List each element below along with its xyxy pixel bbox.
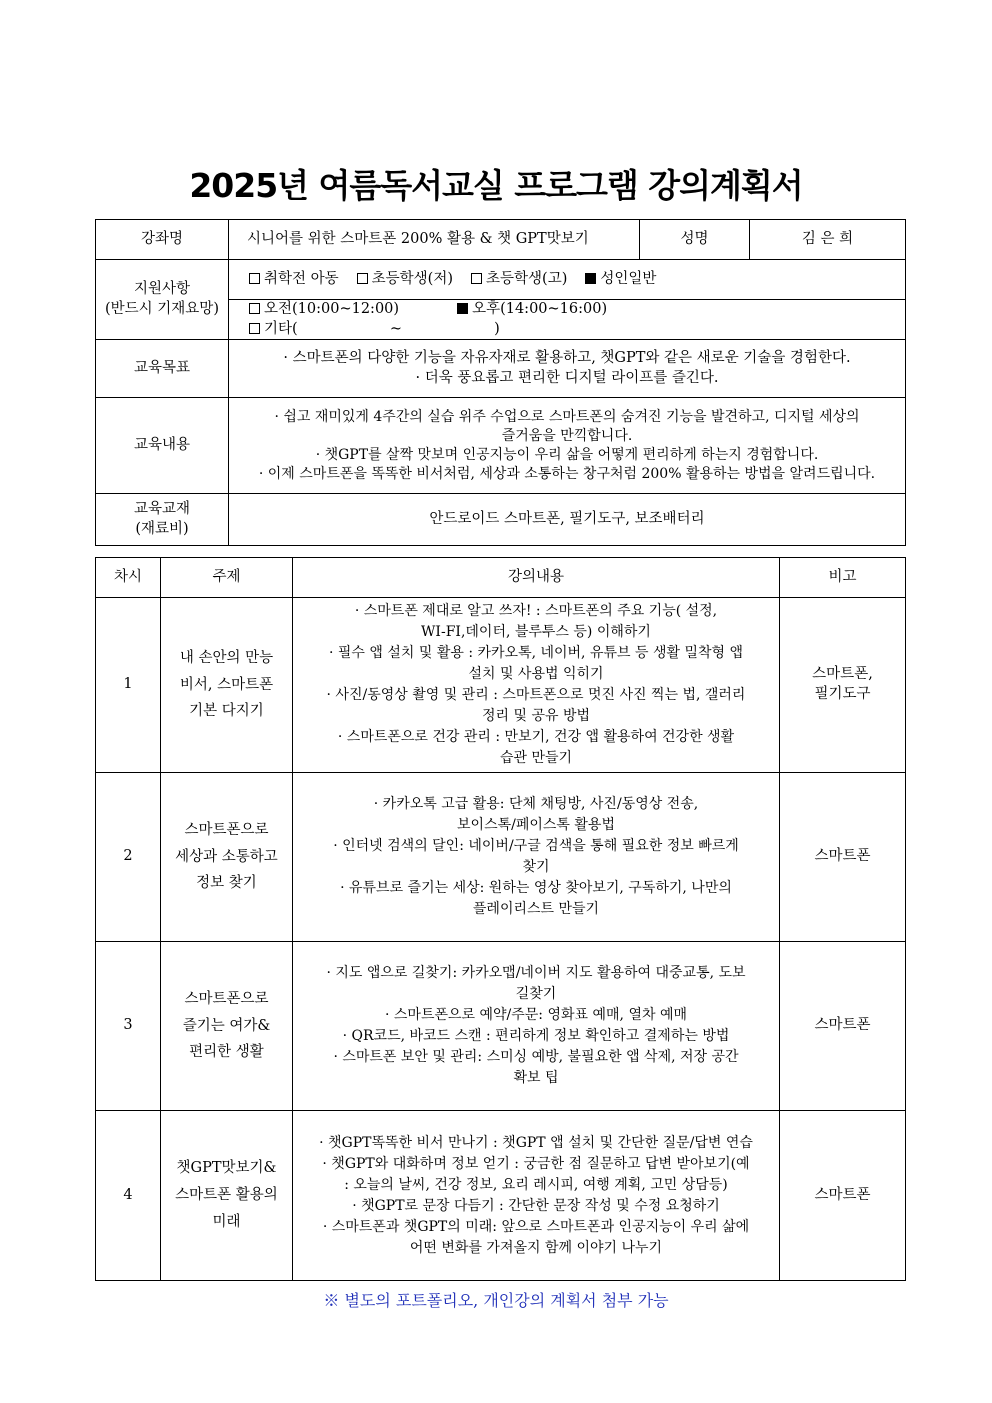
target-option-label: 초등학생(저) <box>371 270 454 287</box>
name-value: 김 은 희 <box>750 220 906 260</box>
header-session: 차시 <box>96 558 161 598</box>
header-note: 비고 <box>780 558 906 598</box>
material-value: 안드로이드 스마트폰, 필기도구, 보조배터리 <box>229 494 906 546</box>
target-option[interactable] <box>585 270 656 290</box>
target-option-label: 성인일반 <box>600 270 657 287</box>
time-option[interactable] <box>249 300 399 320</box>
session-content: · 챗GPT똑똑한 비서 만나기 : 챗GPT 앱 설치 및 간단한 질문/답변 연습 · 챗GPT와 대화하며 정보 얻기 : 궁금한 점 질문하고 답변 받아보기(예 : 오늘의 날씨, 건강 정보, 요리 레시피, 여행 계획, 고민 상담등) · 챗GPT로 문장 다듬기 : 간단한 문장 작성 및 수정 요청하기 · 스마트폰과 챗GPT의 미래: 앞으로 스마트폰과 인공지능이 우리 삶에 어떤 변화를 가져올지 함께 이야기 나누기 <box>293 1111 780 1281</box>
goal-content: · 스마트폰의 다양한 기능을 자유자재로 활용하고, 챗GPT와 같은 새로운 기술을 경험한다. · 더욱 풍요롭고 편리한 디지털 라이프를 즐긴다. <box>229 340 906 398</box>
material-label: 교육교재 (재료비) <box>96 494 229 546</box>
session-topic: 챗GPT맛보기& 스마트폰 활용의 미래 <box>161 1111 293 1281</box>
content-label: 교육내용 <box>96 398 229 494</box>
time-option[interactable] <box>457 300 607 320</box>
target-options <box>229 260 906 300</box>
session-note: 스마트폰 <box>780 773 906 942</box>
course-info-table <box>95 219 906 546</box>
session-content: · 카카오톡 고급 활용: 단체 채팅방, 사진/동영상 전송, 보이스톡/페이스톡 활용법 · 인터넷 검색의 달인: 네이버/구글 검색을 통해 필요한 정보 빠르게 찾기 · 유튜브로 즐기는 세상: 원하는 영상 찾아보기, 구독하기, 나만의 플레이리스트 만들기 <box>293 773 780 942</box>
checkbox-empty-icon[interactable] <box>471 273 482 284</box>
time-option-label: 오후(14:00~16:00) <box>472 301 608 317</box>
session-topic: 스마트폰으로 즐기는 여가& 편리한 생활 <box>161 942 293 1111</box>
session-number: 1 <box>96 598 161 773</box>
table-row <box>96 1111 906 1281</box>
course-label: 강좌명 <box>96 220 229 260</box>
table-row <box>96 942 906 1111</box>
target-option-label: 취학전 아동 <box>264 270 339 287</box>
target-option[interactable] <box>357 270 453 290</box>
header-topic: 주제 <box>161 558 293 598</box>
checkbox-empty-icon[interactable] <box>249 323 260 334</box>
session-topic: 내 손안의 만능 비서, 스마트폰 기본 다지기 <box>161 598 293 773</box>
schedule-table <box>95 557 906 1281</box>
checkbox-empty-icon[interactable] <box>249 273 260 284</box>
checkbox-empty-icon[interactable] <box>249 303 260 314</box>
session-content: · 지도 앱으로 길찾기: 카카오맵/네이버 지도 활용하여 대중교통, 도보 길찾기 · 스마트폰으로 예약/주문: 영화표 예매, 열차 예매 · QR코드, 바코드 스캔 : 편리하게 정보 확인하고 결제하는 방법 · 스마트폰 보안 및 관리: 스미싱 예방, 불필요한 앱 삭제, 저장 공간 확보 팁 <box>293 942 780 1111</box>
support-label: 지원사항 (반드시 기재요망) <box>96 260 229 340</box>
checkbox-checked-icon[interactable] <box>585 273 596 284</box>
session-topic: 스마트폰으로 세상과 소통하고 정보 찾기 <box>161 773 293 942</box>
target-option[interactable] <box>249 270 339 290</box>
content-text: · 쉽고 재미있게 4주간의 실습 위주 수업으로 스마트폰의 숨겨진 기능을 발견하고, 디지털 세상의 즐거움을 만끽합니다. · 챗GPT를 살짝 맛보며 인공지능이 우리 삶을 어떻게 편리하게 하는지 경험합니다. · 이제 스마트폰을 똑똑한 비서처럼, 세상과 소통하는 창구처럼 200% 활용하는 방법을 알려드립니다. <box>229 398 906 494</box>
target-option-label: 초등학생(고) <box>486 270 568 287</box>
session-note: 스마트폰 <box>780 942 906 1111</box>
time-option-label: 오전(10:00~12:00) <box>264 301 400 317</box>
session-number: 3 <box>96 942 161 1111</box>
checkbox-empty-icon[interactable] <box>357 273 368 284</box>
session-number: 2 <box>96 773 161 942</box>
session-content: · 스마트폰 제대로 알고 쓰자! : 스마트폰의 주요 기능( 설정, WI-FI,데이터, 블루투스 등) 이해하기 · 필수 앱 설치 및 활용 : 카카오톡, 네이버, 유튜브 등 생활 밀착형 앱 설치 및 사용법 익히기 · 사진/동영상 촬영 및 관리 : 스마트폰으로 멋진 사진 찍는 법, 갤러리 정리 및 공유 방법 · 스마트폰으로 건강 관리 : 만보기, 건강 앱 활용하여 건강한 생활 습관 만들기 <box>293 598 780 773</box>
course-value: 시니어를 위한 스마트폰 200% 활용 & 챗 GPT맛보기 <box>229 220 640 260</box>
footnote: ※ 별도의 포트폴리오, 개인강의 계획서 첨부 가능 <box>323 1291 669 1310</box>
page-title: 2025년 여름독서교실 프로그램 강의계획서 <box>189 166 803 205</box>
table-row <box>96 598 906 773</box>
checkbox-checked-icon[interactable] <box>457 303 468 314</box>
table-row <box>96 773 906 942</box>
session-note: 스마트폰 <box>780 1111 906 1281</box>
header-content: 강의내용 <box>293 558 780 598</box>
goal-label: 교육목표 <box>96 340 229 398</box>
time-option-label: 기타( ~ ) <box>264 320 500 337</box>
name-label: 성명 <box>640 220 750 260</box>
time-option[interactable] <box>249 320 500 340</box>
session-number: 4 <box>96 1111 161 1281</box>
time-options <box>229 300 906 340</box>
session-note: 스마트폰, 필기도구 <box>780 598 906 773</box>
target-option[interactable] <box>471 270 567 290</box>
